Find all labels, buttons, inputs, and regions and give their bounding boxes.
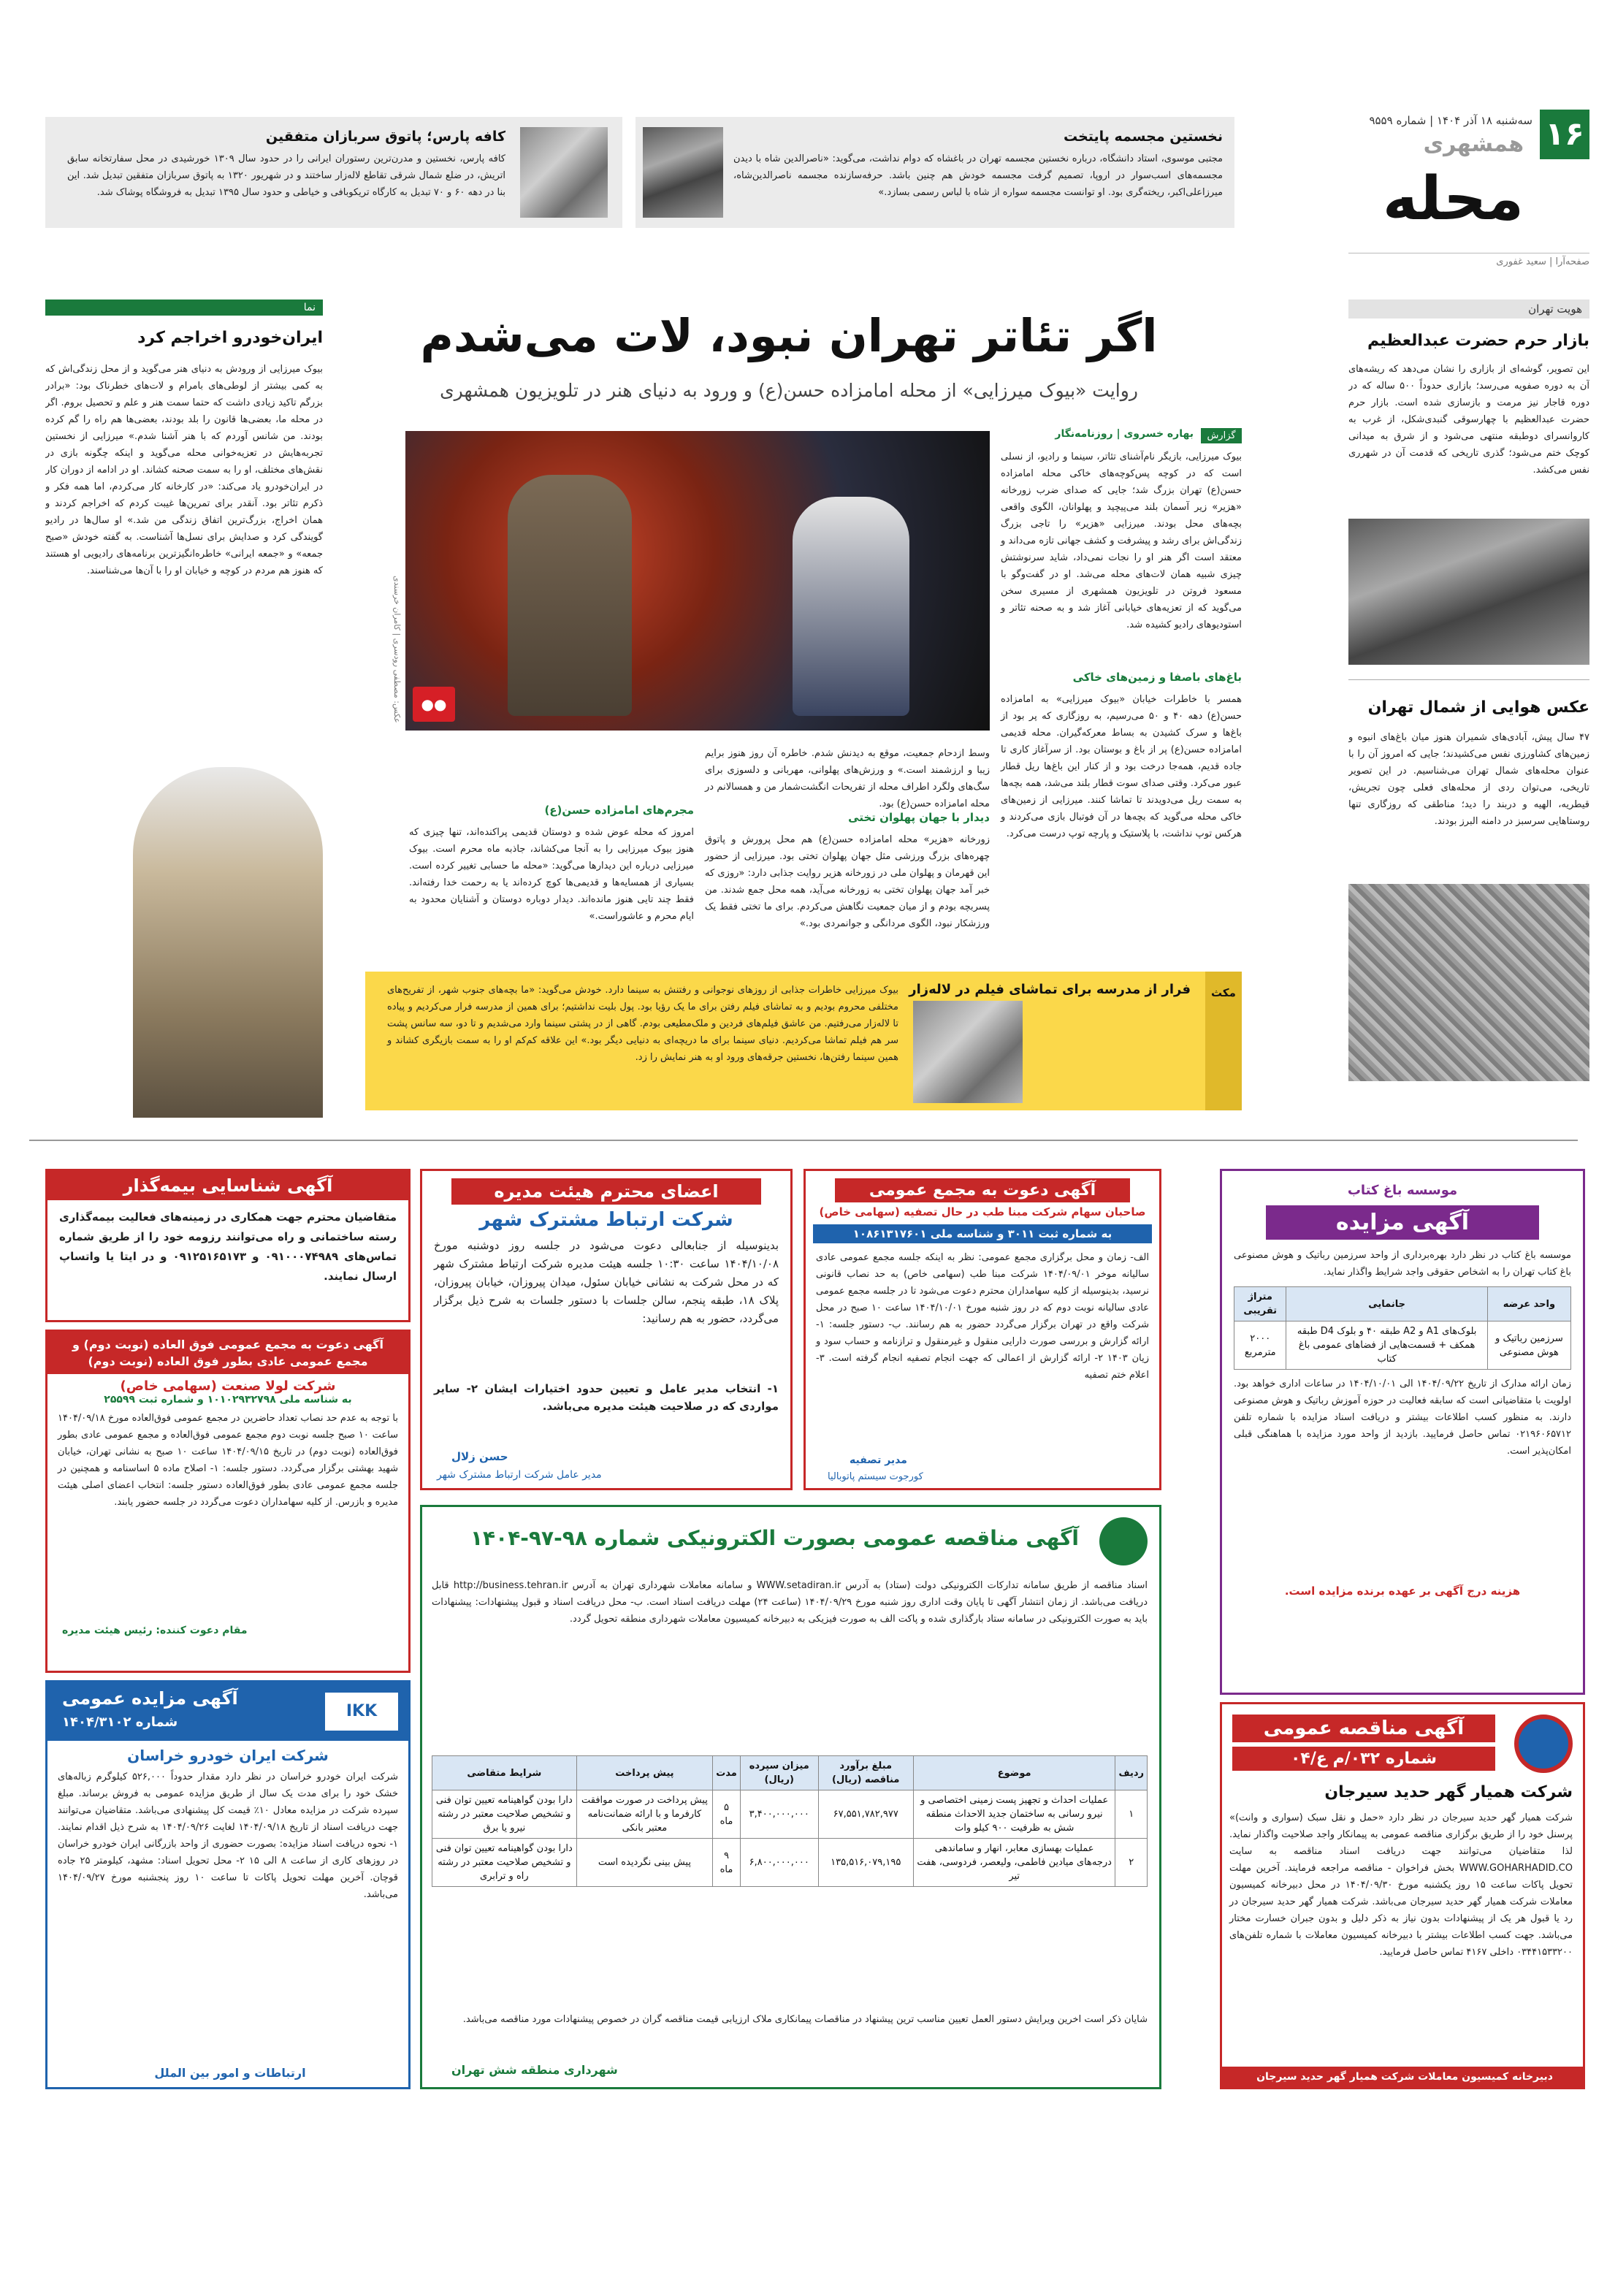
tender-logo-icon: [1099, 1517, 1148, 1565]
tender-sign: شهرداری منطقه شش تهران: [451, 2063, 618, 2077]
tender-table: [432, 1755, 1148, 1887]
story1-title: بازار حرم حضرت عبدالعظیم: [1367, 332, 1589, 350]
tender-cell: ۳,۴۰۰,۰۰۰,۰۰۰: [740, 1790, 818, 1839]
yellow-text: بیوک میرزایی خاطرات جذابی از روزهای نوجوانی و رفتنش به سینما دارد. خودش می‌گوید: «ما بچه‌های جنوب شهر، از تفریح‌های مختلفی محروم بودیم و به تماشای فیلم رفتن برای ما یک رؤیا بود. پول بلیت نداشتیم؛ برای همین از مدرسه فرار می‌کردیم و پیاده تا لاله‌زار می‌رفتیم. من عاشق فیلم‌های فردین و ملک‌مطیعی بودم. گاهی از در پشتی سینما وارد می‌شدیم و تا دو، سه سانس پشت سر هم فیلم تماشا می‌کردیم. دنیای سینما برای ما دریچه‌ای به دنیایی دیگر بود.» این علاقه کم‌کم او را به سمت بازیگری کشاند و همین سینما رفتن‌ها، نخستین جرقه‌های ورود او به هنر نمایش را زد.: [387, 985, 898, 1063]
sub3-text: امروز که محله عوض شده و دوستان قدیمی پراکنده‌اند، تنها چیزی که هنوز بیوک میرزایی را به آنجا می‌کشاند، جاذبه ماه محرم است. بیوک میرزایی درباره این دیدارها می‌گوید: «محله ما حسابی تغییر کرده است. بسیاری از همسایه‌ها و قدیمی‌ها کوچ کرده‌اند یا به رحمت خدا رفته‌اند. فقط چند تایی هنوز مانده‌اند. دیدار دوباره دوستان و آشنایان محدود به ایام محرم و عاشوراست.»: [409, 827, 694, 922]
tender-th-row: ردیف: [1115, 1756, 1148, 1790]
tender-cell: ۵ ماه: [713, 1790, 741, 1839]
statue-photo: [643, 127, 723, 218]
ikk-number: شماره ۱۴۰۴/۳۱۰۲: [62, 1715, 178, 1730]
guest-figure: [508, 475, 632, 716]
bagh-th-area: متراژ تقریبی: [1234, 1287, 1286, 1321]
board-text: بدینوسیله از جنابعالی دعوت می‌شود در جلسه روز دوشنبه مورخ ۱۴۰۴/۱۰/۰۸ ساعت ۱۰:۳۰ جلسه هیئت مدیره شرکت ارتباط مشترک شهر که در محل شرکت به نشانی خیابان سئول، میدان پیروزان، خیابان پیروزان، پلاک ۱۸، طبقه پنجم، سالن جلسات با دستور جلسات به شرح ذیل برگزار می‌گردد، حضور به هم رسانید:: [434, 1239, 779, 1325]
main-story: [336, 300, 1242, 1088]
interview-photo: [405, 431, 990, 731]
actor-cutout: [133, 767, 323, 1118]
lola-company: شرکت لولا صنعت (سهامی خاص): [120, 1378, 336, 1394]
lola-sign: مقام دعوت کننده: رئیس هیئت مدیره: [62, 1625, 248, 1636]
sub2-text: زورخانه «هزیر» محله امامزاده حسن(ع) هم محل پرورش و پاتوق چهره‌های بزرگ ورزشی مثل جهان پهلوان تختی بود. میرزایی از حضور این قهرمان و پهلوان ملی در زورخانه هزیر روایت جذابی دارد: «روزی که خبر آمد جهان پهلوان تختی به زورخانه می‌آید، همه محل جمع شدند. من پسربچه بودم و از میان جمعیت نگاهش می‌کردم. برای ما تختی فقط یک ورزشکار نبود، الگوی مردانگی و جوانمردی بود.»: [705, 834, 990, 929]
gohar-footer: دبیرخانه کمیسیون معاملات شرکت همیار گهر حدید سیرجان: [1222, 2067, 1585, 2087]
ad-ikk: [45, 1680, 411, 2089]
tender-cell: ۱: [1115, 1790, 1148, 1839]
bagh-table: [1234, 1286, 1571, 1370]
tender-title: آگهی مناقصه عمومی بصورت الکترونیکی شماره ۹۸-۹۷-۱۴۰۴: [470, 1526, 1079, 1550]
top-story-right-text: مجتبی موسوی، استاد دانشگاه، درباره نخستین مجسمه تهران در باغشاه که دوام نداشت، می‌گوید: «ناصرالدین شاه با دیدن مجسمه‌های اسب‌سوار در اروپا، تصمیم گرفت مجسمه خودش هم چنین باشد. حرفه‌سازنده مجسمه ناصرالدین‌شاه، میرزاعلی‌اکبر، ریخته‌گری بود. او توانست مجسمه سواره از شاه با لباس رسمی بسازد.»: [733, 153, 1223, 198]
kicker: هویت تهران: [1348, 300, 1589, 319]
right-column: [1348, 300, 1589, 1088]
tv-logo-icon: ●●: [413, 687, 455, 722]
bazaar-photo: [1348, 519, 1589, 665]
left-story: [45, 300, 323, 1118]
tender-cell: دارا بودن گواهینامه تعیین توان فنی و تشخیص صلاحیت معتبر در رشته راه و ترابری: [432, 1839, 577, 1887]
bagh-td-unit: سرزمین رباتیک و هوش مصنوعی: [1487, 1321, 1570, 1370]
aerial-photo: [1348, 884, 1589, 1081]
tender-th-conditions: شرایط متقاضی: [432, 1756, 577, 1790]
top-story-left-title: کافه پارس؛ پاتوق سربازان متفقین: [265, 129, 505, 145]
bagh-th-loc: جانمایی: [1286, 1287, 1487, 1321]
board-sign-role: مدیر عامل شرکت ارتباط مشترک شهر: [437, 1469, 602, 1481]
gohar-company: شرکت همیار گهر حدید سیرجان: [1324, 1783, 1573, 1801]
gohar-logo-icon: [1514, 1715, 1573, 1773]
mabna-title: آگهی دعوت به مجمع عمومی: [835, 1178, 1130, 1202]
mabna-subtitle: صاحبان سهام شرکت مبنا طب در حال تصفیه (سهامی خاص): [819, 1205, 1146, 1218]
left-story-text: بیوک میرزایی از ورودش به دنیای هنر می‌گوید و از محل زندگی‌اش که به کمی بیشتر از لوطی‌های بامرام و لات‌های خطرناک بود: «برادر بزرگم تاکید زیادی داشت که حتما سمت هنر و علم و تحصیل بروم. اگر در محله ما، بعضی‌ها قانون را بلد بودند، بعضی‌ها هم راه را گم کرده بودند. من شانس آوردم که با هنر آشنا شدم.» میرزایی از نخستین تجربه‌هایش در تعزیه‌خوانی محله می‌گوید و اینکه چگونه بازی در نقش‌های مختلف، او را به سمت صحنه کشاند. او در ادامه از دوران کار در ایران‌خودرو یاد می‌کند: «در کارخانه کار می‌کردم، اما همه فکر و ذکرم تئاتر بود. آنقدر برای تمرین‌ها غیبت کردم که اخراجم کردند و همان اخراج، بزرگ‌ترین اتفاق زندگی من شد.» او سال‌ها در رادیو گویندگی کرد و صدایش برای نسل‌ها آشناست. به گفته خودش «صبح جمعه» و «جمعه ایرانی» خاطره‌انگیزترین برنامه‌های رادیویی او هستند که هنوز هم مردم در کوچه و خیابان او را با آن‌ها می‌شناسند.: [45, 364, 323, 576]
ad-tender: [420, 1505, 1161, 2089]
gohar-text: شرکت همیار گهر حدید سیرجان در نظر دارد «حمل و نقل سبک (سواری و وانت)» پرسنل خود را از طریق برگزاری مناقصه عمومی به پیمانکار واجد صلاحیت واگذار نماید. لذا متقاضیان می‌توانند جهت دریافت اسناد مناقصه به سایت WWW.GOHARHADID.CO بخش فراخوان - مناقصه مراجعه فرمایند. آخرین مهلت تحویل پاکات ساعت ۱۵ روز یکشنبه مورخ ۱۴۰۴/۰۹/۳۰ در محل دبیرخانه کمیسیون معاملات شرکت همیار گهر حدید سیرجان می‌باشد. شرکت همیار گهر حدید سیرجان در رد یا قبول هر یک از پیشنهادات بدون نیاز به ذکر دلیل و بدون جبران خسارت مختار می‌باشد. جهت کسب اطلاعات بیشتر با دبیرخانه کمیسیون معاملات با شماره تلفن‌های ۰۳۴۴۱۵۳۳۲۰۰ داخلی ۴۱۶۷ تماس حاصل فرمایید.: [1229, 1812, 1573, 1958]
ikk-footer: ارتباطات و امور بین الملل: [154, 2066, 306, 2080]
tender-cell: ۱۳۵,۵۱۶,۰۷۹,۱۹۵: [818, 1839, 913, 1887]
tender-cell: ۶,۸۰۰,۰۰۰,۰۰۰: [740, 1839, 818, 1887]
editor-line: صفحه‌آرا | سعید غفوری: [1348, 253, 1589, 267]
bagh-td-area: ۲۰۰۰ مترمربع: [1234, 1321, 1286, 1370]
photo-credit: عکس: مصطفی رودسری | کامران خرسندی: [392, 576, 402, 723]
host-figure: [793, 497, 909, 716]
table-row: [432, 1790, 1148, 1839]
tender-cell: ۶۷,۵۵۱,۷۸۲,۹۷۷: [818, 1790, 913, 1839]
yellow-title: فرار از مدرسه برای تماشای فیلم در لاله‌زار: [909, 982, 1191, 997]
main-byline: بهاره خسروی | روزنامه‌نگار: [1055, 428, 1194, 440]
top-story-right: [635, 117, 1234, 228]
ad-bagh-ketab: [1220, 1169, 1585, 1695]
yellow-label: مکث: [1205, 972, 1242, 1110]
left-story-label: نما: [45, 300, 323, 316]
tender-cell: ۹ ماه: [713, 1839, 741, 1887]
paper-name: همشهری: [1423, 131, 1524, 157]
tender-th-prepay: پیش پرداخت: [576, 1756, 712, 1790]
board-sign-name: حسن زلال: [451, 1450, 508, 1463]
tender-cell: عملیات احداث و تجهیز پست زمینی اختصاصی و نیرو رسانی به ساختمان جدید الاحداث منطقه شش به ظرفیت ۹۰۰ کیلو وات: [913, 1790, 1115, 1839]
ad-insurance: [45, 1169, 411, 1322]
top-story-left: [45, 117, 622, 228]
main-intro: بیوک میرزایی، بازیگر نام‌آشنای تئاتر، سینما و رادیو، از نسلی است که در کوچه پس‌کوچه‌های خاکی محله امامزاده حسن(ع) تهران بزرگ شد؛ جایی که صدای ضرب زورخانه «هزیر» زیر آسمان بلند می‌پیچید و پهلوانان، الگوی واقعی بچه‌های محل بودند. میرزایی «هزیر» را تاجی بزرگ زندگی‌اش برای رشد و پیشرفت و کشف جهانی تازه می‌داند و معتقد است اگر هنر او را نجات نمی‌داد، شاید سرنوشتش چیزی شبیه همان لات‌های محله می‌شد. او در گفت‌وگو با مسعود فروتن در تلویزیون همشهری از مسیری سخن می‌گوید که از تعزیه‌های خیابانی آغاز شد و به صحنه تئاتر و استودیوهای رادیو کشیده شد.: [1001, 451, 1242, 630]
bagh-intro: موسسه باغ کتاب در نظر دارد بهره‌برداری از واحد سرزمین رباتیک و هوش مصنوعی باغ کتاب تهران را به اشخاص حقوقی واجد شرایط واگذار نماید.: [1234, 1250, 1571, 1278]
bagh-title: آگهی مزایده: [1266, 1205, 1539, 1240]
insurance-title: آگهی شناسایی بیمه‌گذار: [47, 1171, 408, 1200]
tender-cell: عملیات بهسازی معابر، انهار و ساماندهی درجه‌های میادین فاطمی، ولیعصر، فردوسی، هفت تیر: [913, 1839, 1115, 1887]
insurance-text: متقاضیان محترم جهت همکاری در زمینه‌های فعالیت بیمه‌گذاری رسته ساختمانی و راه می‌توانند رزومه خود را از طریق شماره تماس‌های ۰۹۱۰۰۰۷۴۹۸۹ و ۰۹۱۲۵۱۶۵۱۷۳ و در ایتا یا واتساپ ارسال نمایند.: [59, 1210, 397, 1283]
tender-intro: اسناد مناقصه از طریق سامانه تدارکات الکترونیکی دولت (ستاد) به آدرس WWW.setadiran.ir و سامانه معاملات شهرداری تهران به آدرس http://business.tehran.ir قابل دریافت می‌باشد. از زمان انتشار آگهی تا پایان وقت اداری روز شنبه مورخ ۱۴۰۴/۰۹/۲۹ (ساعت ۲۴) مهلت دریافت اسناد است. ب- محل دریافت اسناد و قبول پیشنهادات: پیشنهادات باید به صورت الکترونیکی در سامانه ستاد بارگذاری شده و پاکت الف به صورت فیزیکی به دبیرخانه کمیسیون معاملات شهرداری منطقه تحویل گردد.: [432, 1580, 1148, 1625]
masthead: [1348, 110, 1589, 278]
ikk-logo-icon: IKK: [325, 1693, 398, 1731]
yellow-photo: [913, 1001, 1023, 1103]
cafe-photo: [520, 127, 608, 218]
col3-text: وسط ازدحام جمعیت، موقع به دیدنش شدم. خاطره آن روز هنوز برایم زیبا و ارزشمند است.» و ورزش‌های پهلوانی، مهربانی و دلسوزی برای سگ‌های ولگرد اطراف محله از تفریحات انگشت‌شمار من و همسالانم در محله امامزاده حسن(ع) بود.: [705, 748, 990, 809]
tender-th-subject: موضوع: [913, 1756, 1115, 1790]
top-story-left-text: کافه پارس، نخستین و مدرن‌ترین رستوران ایرانی را در حدود سال ۱۳۰۹ خورشیدی در محل سفارتخانه سابق اتریش، در ضلع شمال شرقی تقاطع لاله‌زار ساختند و در شهریور ۱۳۲۰ به پاتوق سربازان متفقین تبدیل شد. این بنا در دهه ۶۰ و ۷۰ تبدیل به کارگاه تریکوبافی و خیاطی و حدود سال ۱۳۹۵ تبدیل به فروشگاه پوشاک شد.: [67, 153, 505, 198]
table-row: [432, 1839, 1148, 1887]
story1-text: این تصویر، گوشه‌ای از بازاری را نشان می‌دهد که ریشه‌های آن به دوره صفویه می‌رسد؛ بازاری حدوداً ۵۰۰ ساله که در دوره قاجار نیز مرمت و بازسازی شده است. بازار حرم حضرت عبدالعظیم با چهارسوقی گنبدی‌شکل، از غرب به کاروانسرای دوطبقه منتهی می‌شود و از شرق به میدانی کوچک ختم می‌شود؛ گذری تاریخی که قدمت آن در شهرری نفس می‌کشد.: [1348, 364, 1589, 476]
board-items: ۱- انتخاب مدیر عامل و تعیین حدود اختیارات ایشان ۲- سایر مواردی که در صلاحیت هیئت مدیره می‌باشد.: [434, 1382, 779, 1413]
bagh-th-unit: واحد عرضه: [1487, 1287, 1570, 1321]
bagh-td-loc: بلوک‌های A1 و A2 طبقه ۴۰ و بلوک D4 طبقه همکف + قسمت‌هایی از فضاهای عمومی باغ کتاب: [1286, 1321, 1487, 1370]
mabna-text: الف- زمان و محل برگزاری مجمع عمومی: نظر به اینکه جلسه مجمع عمومی عادی سالیانه موخر ۱۴۰۴/۰۹/۰۱ شرکت مبنا طب (سهامی خاص) به حد نصاب قانونی نرسید، بدینوسیله از کلیه سهامداران محترم دعوت می‌شود تا در جلسه مجمع عمومی عادی سالیانه نوبت دوم که در روز شنبه مورخ ۱۴۰۴/۱۰/۰۱ ساعت ۱۰ صبح در محل شرکت واقع در تهران برگزار می‌گردد حضور به هم رسانند. ب- دستور جلسه: ۱- ارائه گزارش و بررسی صورت دارایی منقول و غیرمنقول و ترازنامه و حساب سود و زیان ۱۴۰۳ ۲- ارائه گزارش از اعمالی که جهت انجام تصفیه انجام گرفته است. ۳- اعلام ختم تصفیه: [816, 1252, 1149, 1381]
mabna-sign: مدیر تصفیه: [850, 1454, 907, 1466]
ikk-title: آگهی مزایده عمومی: [62, 1688, 238, 1709]
board-title: اعضای محترم هیئت مدیره: [451, 1178, 761, 1205]
tender-cell: پیش پرداخت در صورت موافقت کارفرما و با ارائه ضمانت‌نامه معتبر بانکی: [576, 1790, 712, 1839]
tender-note: شایان ذکر است اخرین ویرایش دستور العمل تعیین مناسب ترین پیشنهاد در مناقصات پیمانکاری ملاک ارزیابی قیمت مناقصه گران در خصوص پیشنهادات مورد مناقصه می‌باشد.: [462, 2014, 1148, 2025]
gohar-title: آگهی مناقصه عمومی: [1232, 1715, 1495, 1742]
section-title: محله: [1382, 164, 1524, 234]
story2-title: عکس هوایی از شمال تهران: [1367, 698, 1589, 717]
bagh-text: زمان ارائه مدارک از تاریخ ۱۴۰۴/۰۹/۲۲ الی ۱۴۰۴/۱۰/۰۱ در ساعات اداری خواهد بود. اولویت با متقاضیانی است که سابقه فعالیت در حوزه آموزش رباتیک و هوش مصنوعی دارند. به منظور کسب اطلاعات بیشتر و دریافت اسناد مزایده با شماره تلفن ۰۲۱۹۶۰۶۵۷۱۲ تماس حاصل فرمایید. بازدید از واحد مورد مزایده با هماهنگی قبلی امکان‌پذیر است.: [1234, 1378, 1571, 1457]
page-number: ۱۶: [1540, 110, 1589, 159]
yellow-box: [365, 972, 1242, 1110]
sub1-heading: باغ‌های باصفا و زمین‌های خاکی: [1072, 671, 1242, 684]
bagh-org: موسسه باغ کتاب: [1347, 1183, 1458, 1198]
main-headline: اگر تئاتر تهران نبود، لات می‌شدم: [420, 309, 1158, 362]
gohar-number: شماره ۰۳۲/م ع/۰۴: [1232, 1747, 1495, 1771]
lola-reg: به شناسه ملی ۱۰۱۰۲۹۳۲۷۹۸ و شماره ثبت ۲۵۵۹۹: [104, 1394, 352, 1406]
lola-title: آگهی دعوت به مجمع عمومی فوق العاده (نوبت دوم) و مجمع عمومی عادی بطور فوق العاده (نوبت دوم): [47, 1332, 408, 1374]
main-subhead: روایت «بیوک میرزایی» از محله امامزاده حسن‌(ع) و ورود به دنیای هنر در تلویزیون همشهری: [440, 380, 1138, 401]
bagh-footer: هزینه درج آگهی بر عهده برنده مزایده است.: [1284, 1584, 1521, 1598]
ad-board: [420, 1169, 793, 1490]
story2-text: ۴۷ سال پیش، آبادی‌های شمیران هنوز میان باغ‌های انبوه و زمین‌های کشاورزی نفس می‌کشیدند؛ جایی که امروز آن را با عنوان محله‌های شمال تهران می‌شناسیم. در این تصویر تاریخی، می‌توان ردی از محله‌های فعلی چون تجریش، قیطریه، الهیه و دربند را دید؛ مناطقی که روزگاری تنها روستاهایی سرسبز در دامنه البرز بودند.: [1348, 732, 1589, 827]
ad-mabna-teb: [804, 1169, 1161, 1490]
report-label: گزارش: [1201, 428, 1242, 443]
date-line: سه‌شنبه ۱۸ آذر ۱۴۰۴ | شماره ۹۵۵۹: [1369, 114, 1532, 127]
lola-text: با توجه به عدم حد نصاب تعداد حاضرین در مجمع عمومی فوق‌العاده مورخ ۱۴۰۴/۰۹/۱۸ ساعت ۱۰ صبح جلسه نوبت دوم مجمع عمومی فوق‌العاده و مجمع عمومی عادی بطور فوق‌العاده (نوبت دوم) در تاریخ ۱۴۰۴/۰۹/۱۵ ساعت ۱۰ صبح به نشانی تهران، خیابان شهید بهشتی برگزار می‌گردد. دستور جلسه: ۱- اصلاح ماده ۵ اساسنامه و همچنین در جلسه مجمع عمومی عادی بطور فوق‌العاده دستور جلسه: انتخاب اعضای اصلی هیئت مدیره و بازرس. از کلیه سهامداران دعوت می‌گردد در جلسه حضور یابند.: [58, 1413, 399, 1508]
top-story-right-title: نخستین مجسمه پایتخت: [1063, 129, 1223, 145]
left-story-title: ایران‌خودرو اخراجم کرد: [137, 329, 323, 347]
ikk-company: شرکت ایران خودرو خراسان: [127, 1747, 329, 1764]
sub3-heading: مجرم‌های امامزاده حسن(ع): [544, 804, 694, 817]
ad-lola: [45, 1330, 411, 1673]
tender-th-deposit: میزان سپرده (ریال): [740, 1756, 818, 1790]
tender-th-duration: مدت: [713, 1756, 741, 1790]
mabna-reg: به شماره ثبت ۳۰۱۱ و شناسه ملی ۱۰۸۶۱۳۱۷۶۰۱: [813, 1224, 1152, 1243]
sub2-heading: دیدار با جهان پهلوان تختی: [848, 811, 990, 824]
tender-cell: پیش بینی نگردیده است: [576, 1839, 712, 1887]
sub1-text: همسر با خاطرات خیابان «بیوک میرزایی» به امامزاده حسن(ع) دهه ۴۰ و ۵۰ می‌رسیم، به روزگاری که پر بود از باغ‌ها و سرک کشیدن به بساط معرکه‌گیران. محله قدیمی امامزاده حسن(ع) پر از باغ و بوستان بود. از سرآغاز کاری تا جاده قدیم، همه‌جا درخت بود و از کنار این باغ‌ها ریل قطار عبور می‌کرد. وقتی صدای سوت قطار بلند می‌شد، همه بچه‌ها به سمت ریل می‌دویدند تا تماشا کنند. میرزایی از زمین‌های خاکی محله می‌گوید که بچه‌ها در آن فوتبال بازی می‌کردند و هرکس توپ نداشت، با پلاستیک و پارچه توپ درست می‌کرد.: [1001, 694, 1242, 839]
mabna-sign2: کورجوت سیستم پاتوبالیا: [828, 1471, 923, 1482]
board-company: شرکت ارتباط مشترک شهر: [479, 1209, 733, 1231]
tender-cell: ۲: [1115, 1839, 1148, 1887]
ad-gohar: [1220, 1702, 1585, 2089]
tender-th-estimate: مبلغ برآورد مناقصه (ریال): [818, 1756, 913, 1790]
ikk-text: شرکت ایران خودرو خراسان در نظر دارد مقدار حدوداً ۵۲۶,۰۰۰ کیلوگرم زباله‌های خشک خود را برای مدت یک سال از طریق مزایده عمومی به فروش برساند. مبلغ سپرده شرکت در مزایده معادل ۱۰٪ قیمت کل پیشنهادی می‌باشد. متقاضیان می‌توانند جهت دریافت اسناد از تاریخ ۱۴۰۴/۰۹/۱۸ لغایت ۱۴۰۴/۰۹/۲۶ به شرح ذیل اقدام نمایند. ۱- نحوه دریافت اسناد مزایده: بصورت حضوری از واحد بازرگانی ایران خودرو خراسان در روزهای کاری از ساعت ۸ الی ۱۵ ۲- محل تحویل اسناد: مشهد، کیلومتر ۲۵ جاده قوچان. آخرین مهلت تحویل پاکات تا ساعت ۱۰ روز پنجشنبه مورخ ۱۴۰۴/۰۹/۲۷ می‌باشد.: [58, 1771, 399, 1900]
tender-cell: دارا بودن گواهینامه تعیین توان فنی و تشخیص صلاحیت معتبر در رشته نیرو یا برق: [432, 1790, 577, 1839]
